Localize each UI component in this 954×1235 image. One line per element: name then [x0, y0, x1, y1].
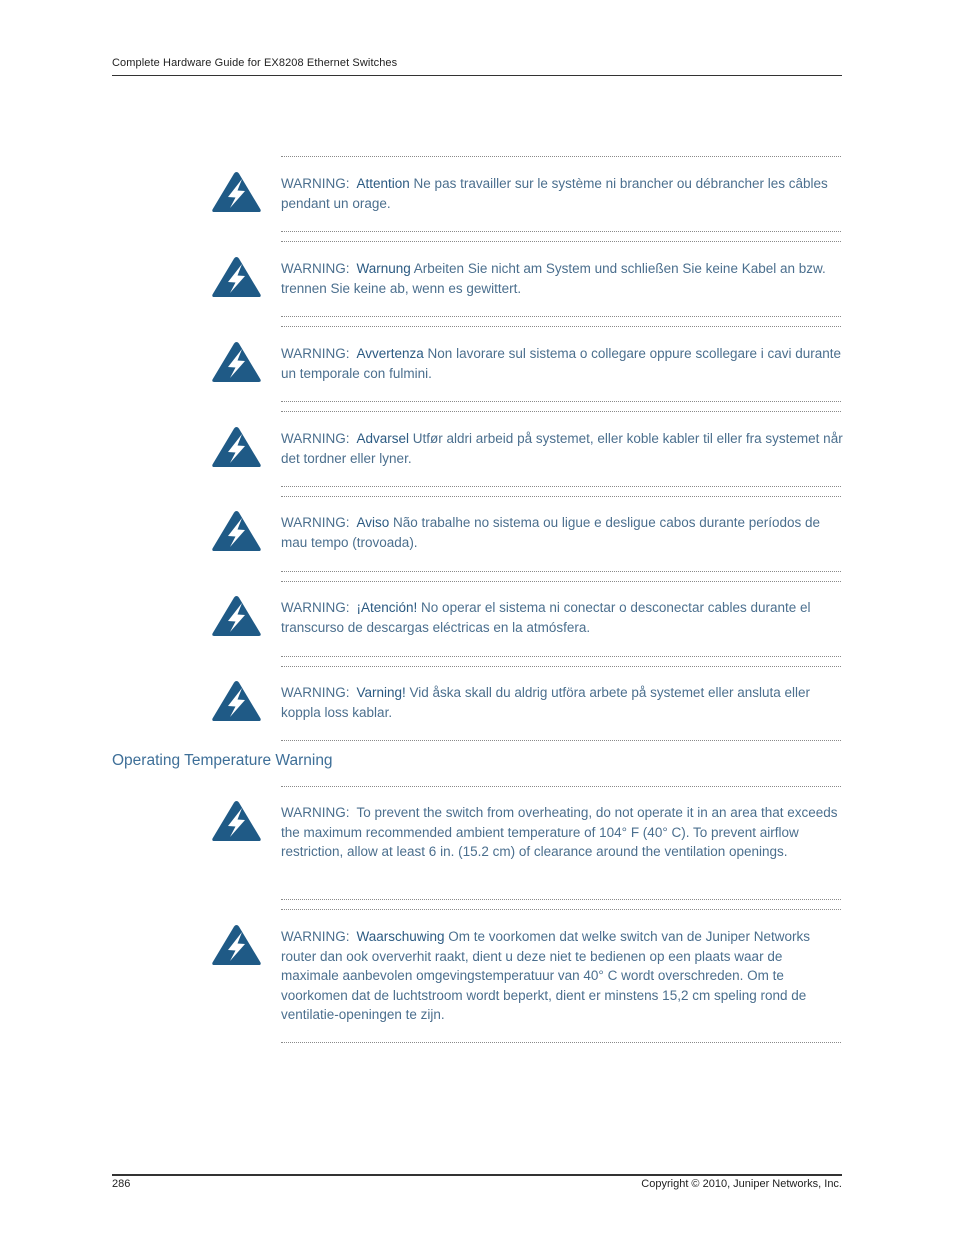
warning-block [281, 344, 843, 383]
copyright-notice: Copyright © 2010, Juniper Networks, Inc. [641, 1178, 842, 1190]
warning-label: WARNING: [281, 176, 350, 191]
divider [281, 581, 841, 582]
warning-keyword: Varning! [356, 685, 406, 700]
warning-block [281, 683, 843, 722]
warning-text: Non lavorare sul sistema o collegare oppure scollegare i cavi durante un temporale con fulmini. [281, 346, 842, 381]
warning-keyword: Warnung [356, 261, 411, 276]
lightning-warning-icon [211, 255, 262, 299]
lightning-warning-icon [211, 509, 262, 553]
divider [281, 401, 841, 402]
warning-keyword: Waarschuwing [356, 929, 445, 944]
divider [281, 156, 841, 157]
footer-rule [112, 1174, 842, 1176]
warning-text: Não trabalhe no sistema ou ligue e desligue cabos durante períodos de mau tempo (trovoada). [281, 515, 821, 550]
warning-label: WARNING: [281, 685, 350, 700]
warning-block [281, 803, 843, 862]
divider [281, 740, 841, 741]
lightning-warning-icon [211, 594, 262, 638]
warning-text: Utfør aldri arbeid på systemet, eller koble kabler til eller fra systemet når det tordner eller lyner. [281, 431, 843, 466]
divider [281, 231, 841, 232]
divider [281, 786, 841, 787]
warning-label: WARNING: [281, 515, 350, 530]
warning-text: Ne pas travailler sur le système ni brancher ou débrancher les câbles pendant un orage. [281, 176, 828, 211]
lightning-warning-icon [211, 799, 262, 843]
warning-text: Vid åska skall du aldrig utföra arbete på systemet eller ansluta eller koppla loss kablar. [281, 685, 810, 720]
warning-keyword: Aviso [356, 515, 390, 530]
divider [281, 496, 841, 497]
warning-block [281, 513, 843, 552]
section-heading: Operating Temperature Warning [112, 752, 333, 769]
lightning-warning-icon [211, 170, 262, 214]
divider [281, 241, 841, 242]
warning-block [281, 598, 843, 637]
warning-text: Arbeiten Sie nicht am System und schließen Sie keine Kabel an bzw. trennen Sie keine ab, wenn es gewittert. [281, 261, 826, 296]
warning-block [281, 259, 843, 298]
divider [281, 1042, 841, 1043]
warning-text: Om te voorkomen dat welke switch van de Juniper Networks router dan ook oververhit raakt, dient u deze niet te bedienen op een plaats waar de maximale aanbevolen omgevingstemperatuur van 40° C wordt overschreden. Om te voorkomen dat de luchtstroom wordt beperkt, dient er minstens 15,2 cm speling rond de ventilatie-openingen te zijn. [281, 929, 810, 1022]
lightning-warning-icon [211, 425, 262, 469]
warning-keyword: Advarsel [356, 431, 410, 446]
warning-keyword: Avvertenza [356, 346, 424, 361]
warning-label: WARNING: [281, 805, 350, 820]
divider [281, 666, 841, 667]
lightning-warning-icon [211, 923, 262, 967]
divider [281, 909, 841, 910]
warning-label: WARNING: [281, 600, 350, 615]
warning-label: WARNING: [281, 929, 350, 944]
divider [281, 656, 841, 657]
divider [281, 411, 841, 412]
divider [281, 899, 841, 900]
warning-block [281, 429, 843, 468]
divider [281, 571, 841, 572]
warning-text: No operar el sistema ni conectar o desconectar cables durante el transcurso de descargas eléctricas en la atmósfera. [281, 600, 811, 635]
warning-block [281, 927, 843, 1025]
lightning-warning-icon [211, 679, 262, 723]
warning-block [281, 174, 843, 213]
warning-label: WARNING: [281, 431, 350, 446]
page-number: 286 [112, 1178, 131, 1190]
warning-keyword: Attention [356, 176, 410, 191]
warning-label: WARNING: [281, 346, 350, 361]
lightning-warning-icon [211, 340, 262, 384]
warning-text: To prevent the switch from overheating, do not operate it in an area that exceeds the maximum recommended ambient temperature of 104° F (40° C). To prevent airflow restriction, allow at least 6 in. (15.2 cm) of clearance around the ventilation openings. [281, 805, 838, 859]
header-rule [112, 75, 842, 76]
warning-keyword: ¡Atención! [356, 600, 418, 615]
warning-label: WARNING: [281, 261, 350, 276]
divider [281, 316, 841, 317]
divider [281, 486, 841, 487]
divider [281, 326, 841, 327]
running-header: Complete Hardware Guide for EX8208 Ethernet Switches [112, 57, 398, 69]
